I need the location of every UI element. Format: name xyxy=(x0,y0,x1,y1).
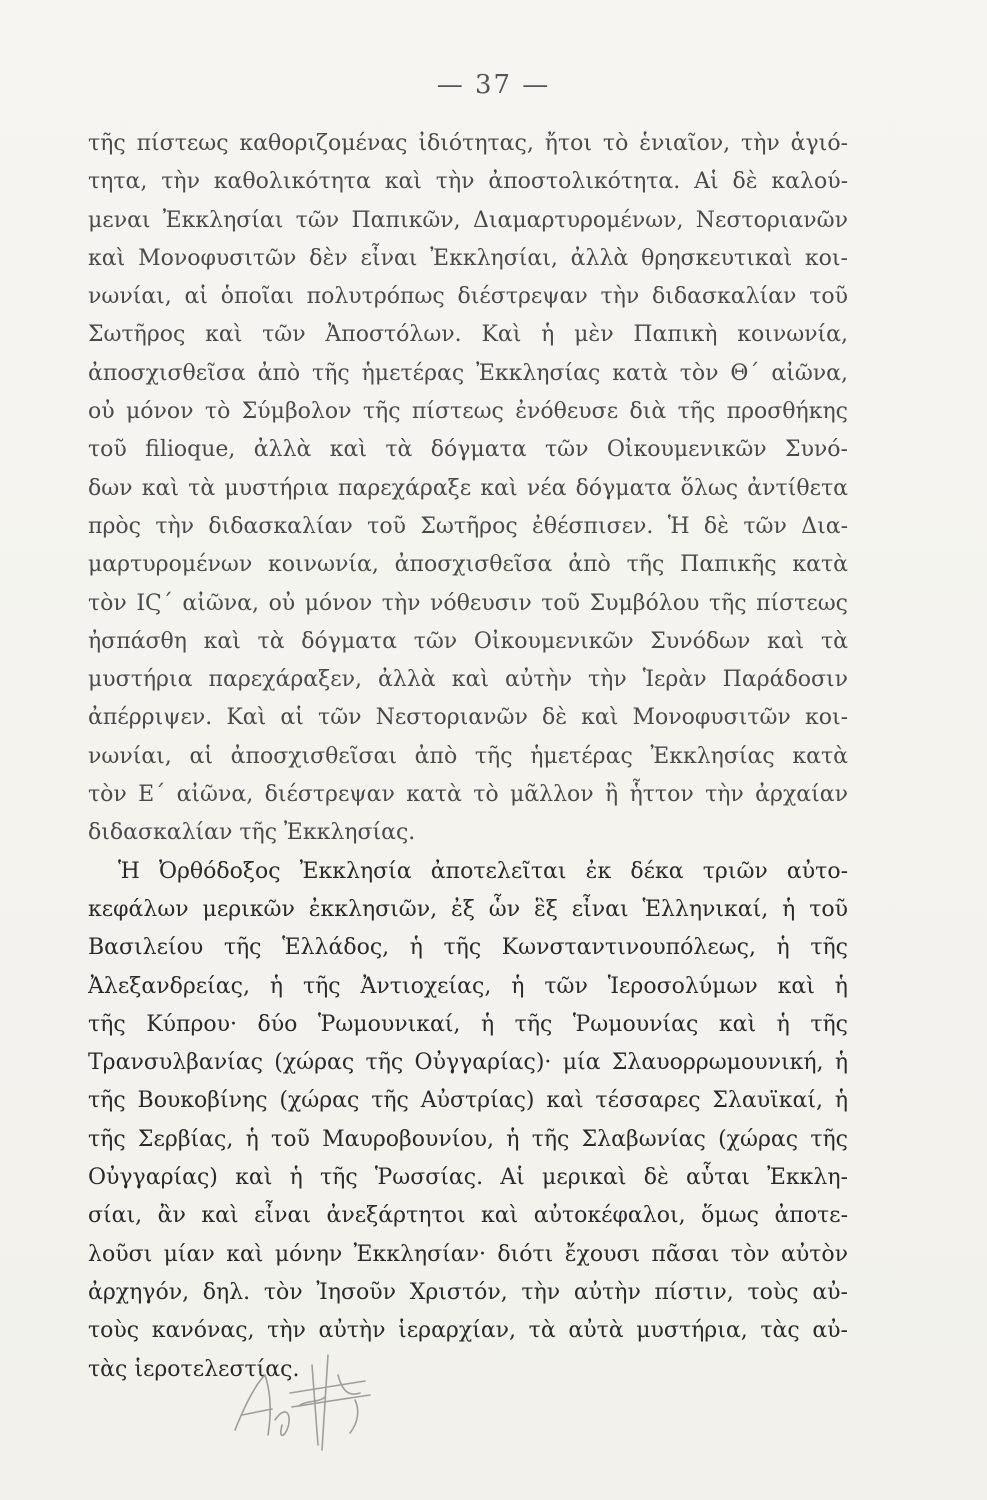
text-line: τὸν Ε΄ αἰῶνα, διέστρεψαν κατὰ τὸ μᾶλλον ἢ ἧττον τὴν ἀρχαίαν xyxy=(88,782,848,808)
paragraph-1 xyxy=(88,125,848,853)
text-line: Βασιλείου τῆς Ἑλλάδος, ἡ τῆς Κωνσταντινουπόλεως, ἡ τῆς xyxy=(88,935,848,961)
text-line: τῆς Κύπρου· δύο Ῥωμουνικαί, ἡ τῆς Ῥωμουνίας καὶ ἡ τῆς xyxy=(88,1011,848,1037)
body-text xyxy=(88,125,848,1389)
text-line: Οὐγγαρίας) καὶ ἡ τῆς Ῥωσσίας. Αἱ μερικαὶ δὲ αὗται Ἐκκλη- xyxy=(88,1165,848,1191)
text-line: καὶ Μονοφυσιτῶν δὲν εἶναι Ἐκκλησίαι, ἀλλὰ θρησκευτικαὶ κοι- xyxy=(88,245,848,271)
paragraph-2 xyxy=(88,853,848,1389)
text-line: τῆς Βουκοβίνης (χώρας τῆς Αὐστρίας) καὶ τέσσαρες Σλαυϊκαί, ἡ xyxy=(88,1088,848,1114)
text-line: τοὺς κανόνας, τὴν αὐτὴν ἱεραρχίαν, τὰ αὐτὰ μυστήρια, τὰς αὐ- xyxy=(88,1318,848,1344)
text-line: νωνίαι, αἱ ἀποσχισθεῖσαι ἀπὸ τῆς ἡμετέρας Ἐκκλησίας κατὰ xyxy=(88,743,848,769)
text-line: τοῦ filioque, ἀλλὰ καὶ τὰ δόγματα τῶν Οἰκουμενικῶν Συνό- xyxy=(88,437,848,463)
text-line: ἀπέρριψεν. Καὶ αἱ τῶν Νεστοριανῶν δὲ καὶ Μονοφυσιτῶν κοι- xyxy=(88,705,848,731)
text-line: ἀρχηγόν, δηλ. τὸν Ἰησοῦν Χριστόν, τὴν αὐτὴν πίστιν, τοὺς αὐ- xyxy=(88,1279,848,1305)
text-line: κεφάλων μερικῶν ἐκκλησιῶν, ἐξ ὧν ἓξ εἶναι Ἑλληνικαί, ἡ τοῦ xyxy=(88,896,848,922)
text-line: τητα, τὴν καθολικότητα καὶ τὴν ἀποστολικότητα. Αἱ δὲ καλού- xyxy=(88,169,848,195)
handwritten-signature xyxy=(230,1345,420,1455)
text-line: Ἡ Ὀρθόδοξος Ἐκκλησία ἀποτελεῖται ἐκ δέκα τριῶν αὐτο- xyxy=(118,858,848,884)
text-line: Ἀλεξανδρείας, ἡ τῆς Ἀντιοχείας, ἡ τῶν Ἱεροσολύμων καὶ ἡ xyxy=(88,973,848,999)
text-line: Σωτῆρος καὶ τῶν Ἀποστόλων. Καὶ ἡ μὲν Παπικὴ κοινωνία, xyxy=(88,322,848,348)
text-line: μεναι Ἐκκλησίαι τῶν Παπικῶν, Διαμαρτυρομένων, Νεστοριανῶν xyxy=(88,207,848,233)
text-line: δων καὶ τὰ μυστήρια παρεχάραξε καὶ νέα δόγματα ὅλως ἀντίθετα xyxy=(88,475,848,501)
text-line: ἠσπάσθη καὶ τὰ δόγματα τῶν Οἰκουμενικῶν Συνόδων καὶ τὰ xyxy=(88,628,848,654)
text-line: σίαι, ἂν καὶ εἶναι ἀνεξάρτητοι καὶ αὐτοκέφαλοι, ὅμως ἀποτε- xyxy=(88,1203,848,1229)
text-line: ἀποσχισθεῖσα ἀπὸ τῆς ἡμετέρας Ἐκκλησίας κατὰ τὸν Θ΄ αἰῶνα, xyxy=(88,360,848,386)
text-line: τῆς πίστεως καθοριζομένας ἰδιότητας, ἤτοι τὸ ἑνιαῖον, τὴν ἁγιό- xyxy=(88,131,848,156)
text-line: τῆς Σερβίας, ἡ τοῦ Μαυροβουνίου, ἡ τῆς Σλαβωνίας (χώρας τῆς xyxy=(88,1126,848,1152)
text-line: μυστήρια παρεχάραξεν, ἀλλὰ καὶ αὐτὴν τὴν Ἱερὰν Παράδοσιν xyxy=(88,667,848,693)
page-number: — 37 — xyxy=(436,70,551,100)
text-line: τὰς ἱεροτελεστίας. xyxy=(88,1356,300,1382)
text-line: τὸν ΙϚ΄ αἰῶνα, οὐ μόνον τὴν νόθευσιν τοῦ Συμβόλου τῆς πίστεως xyxy=(88,590,848,616)
text-line: λοῦσι μίαν καὶ μόνην Ἐκκλησίαν· διότι ἔχουσι πᾶσαι τὸν αὐτὸν xyxy=(88,1241,848,1267)
text-line: νωνίαι, αἱ ὁποῖαι πολυτρόπως διέστρεψαν τὴν διδασκαλίαν τοῦ xyxy=(88,284,848,310)
text-line: διδασκαλίαν τῆς Ἐκκλησίας. xyxy=(88,820,416,846)
text-line: μαρτυρομένων κοινωνία, ἀποσχισθεῖσα ἀπὸ τῆς Παπικῆς κατὰ xyxy=(88,552,848,578)
text-line: πρὸς τὴν διδασκαλίαν τοῦ Σωτῆρος ἐθέσπισεν. Ἡ δὲ τῶν Δια- xyxy=(88,513,848,539)
text-line: Τρανσυλβανίας (χώρας τῆς Οὐγγαρίας)· μία Σλαυορρωμουνική, ἡ xyxy=(88,1050,848,1076)
text-line: οὐ μόνον τὸ Σύμβολον τῆς πίστεως ἐνόθευσε διὰ τῆς προσθήκης xyxy=(88,399,848,425)
